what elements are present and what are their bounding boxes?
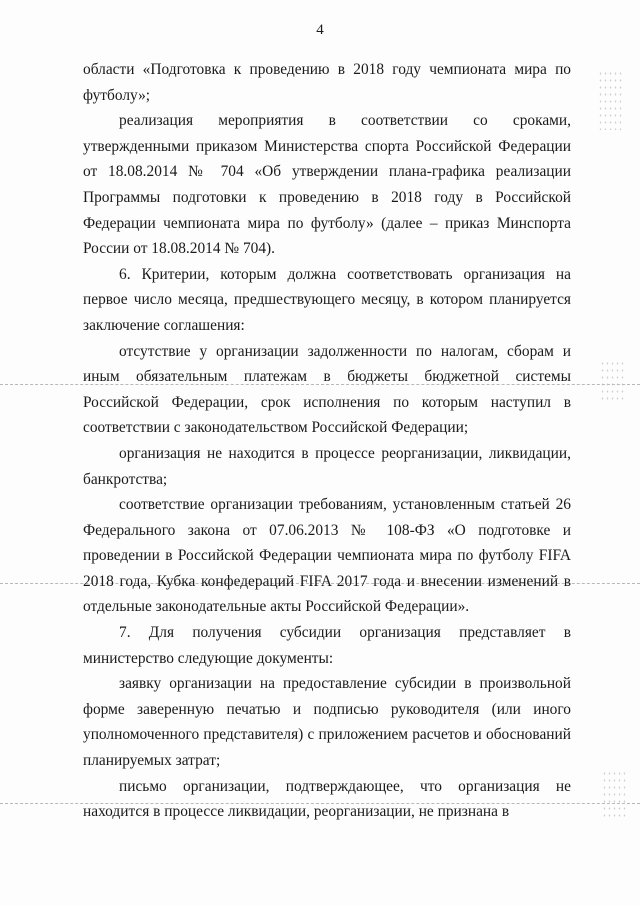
scan-artifact-noise xyxy=(598,70,624,130)
paragraph-deadlines: реализация мероприятия в соответствии со сроками, утвержденными приказом Министерства спорта Российской Федерации от 18.08.2014 № 704 «Об утверждении плана-графика реализации Программы подготовки к проведению в 2018 году в Российской Федерации чемпионата мира по футболу» (далее – приказ Минспорта России от 18.08.2014 № 704). xyxy=(83,112,571,258)
page-number: 4 xyxy=(316,22,324,38)
scan-artifact-noise xyxy=(600,360,626,400)
paragraph-letter: письмо организации, подтверждающее, что организация не находится в процессе ликвидации, реорганизации, не признана в xyxy=(83,777,571,821)
paragraph-criteria-heading: 6. Критерии, которым должна соответствовать организация на первое число месяца, предшествующего месяцу, в котором планируется заключение соглашения: xyxy=(83,265,571,334)
paragraph-documents-heading: 7. Для получения субсидии организация представляет в министерство следующие документы: xyxy=(83,624,571,667)
paragraph-region-name: области «Подготовка к проведению в 2018 году чемпионата мира по футболу»; xyxy=(83,61,571,104)
paragraph-federal-law: соответствие организации требованиям, установленным статьей 26 Федерального закона от 07.06.2013 № 108-ФЗ «О подготовке и проведении в Российской Федерации чемпионата мира по футболу FIFA 2018 года, Кубка конфедераций FIFA 2017 года и внесении изменений в отдельные законодательные акты Российской Федерации». xyxy=(83,496,571,616)
paragraph-application: заявку организации на предоставление субсидии в произвольной форме заверенную печатью и подписью руководителя (или иного уполномоченного представителя) с приложением расчетов и обоснований планируемых затрат; xyxy=(83,675,571,770)
scan-artifact-noise xyxy=(602,770,628,820)
paragraph-no-debt: отсутствие у организации задолженности по налогам, сборам и иным обязательным платежам в бюджеты бюджетной системы Российской Федерации, срок исполнения по которым наступил в соответствии с законодательством Российской Федерации; xyxy=(83,342,571,437)
document-body xyxy=(83,57,571,825)
paragraph-no-liquidation: организация не находится в процессе реорганизации, ликвидации, банкротства; xyxy=(83,444,571,488)
